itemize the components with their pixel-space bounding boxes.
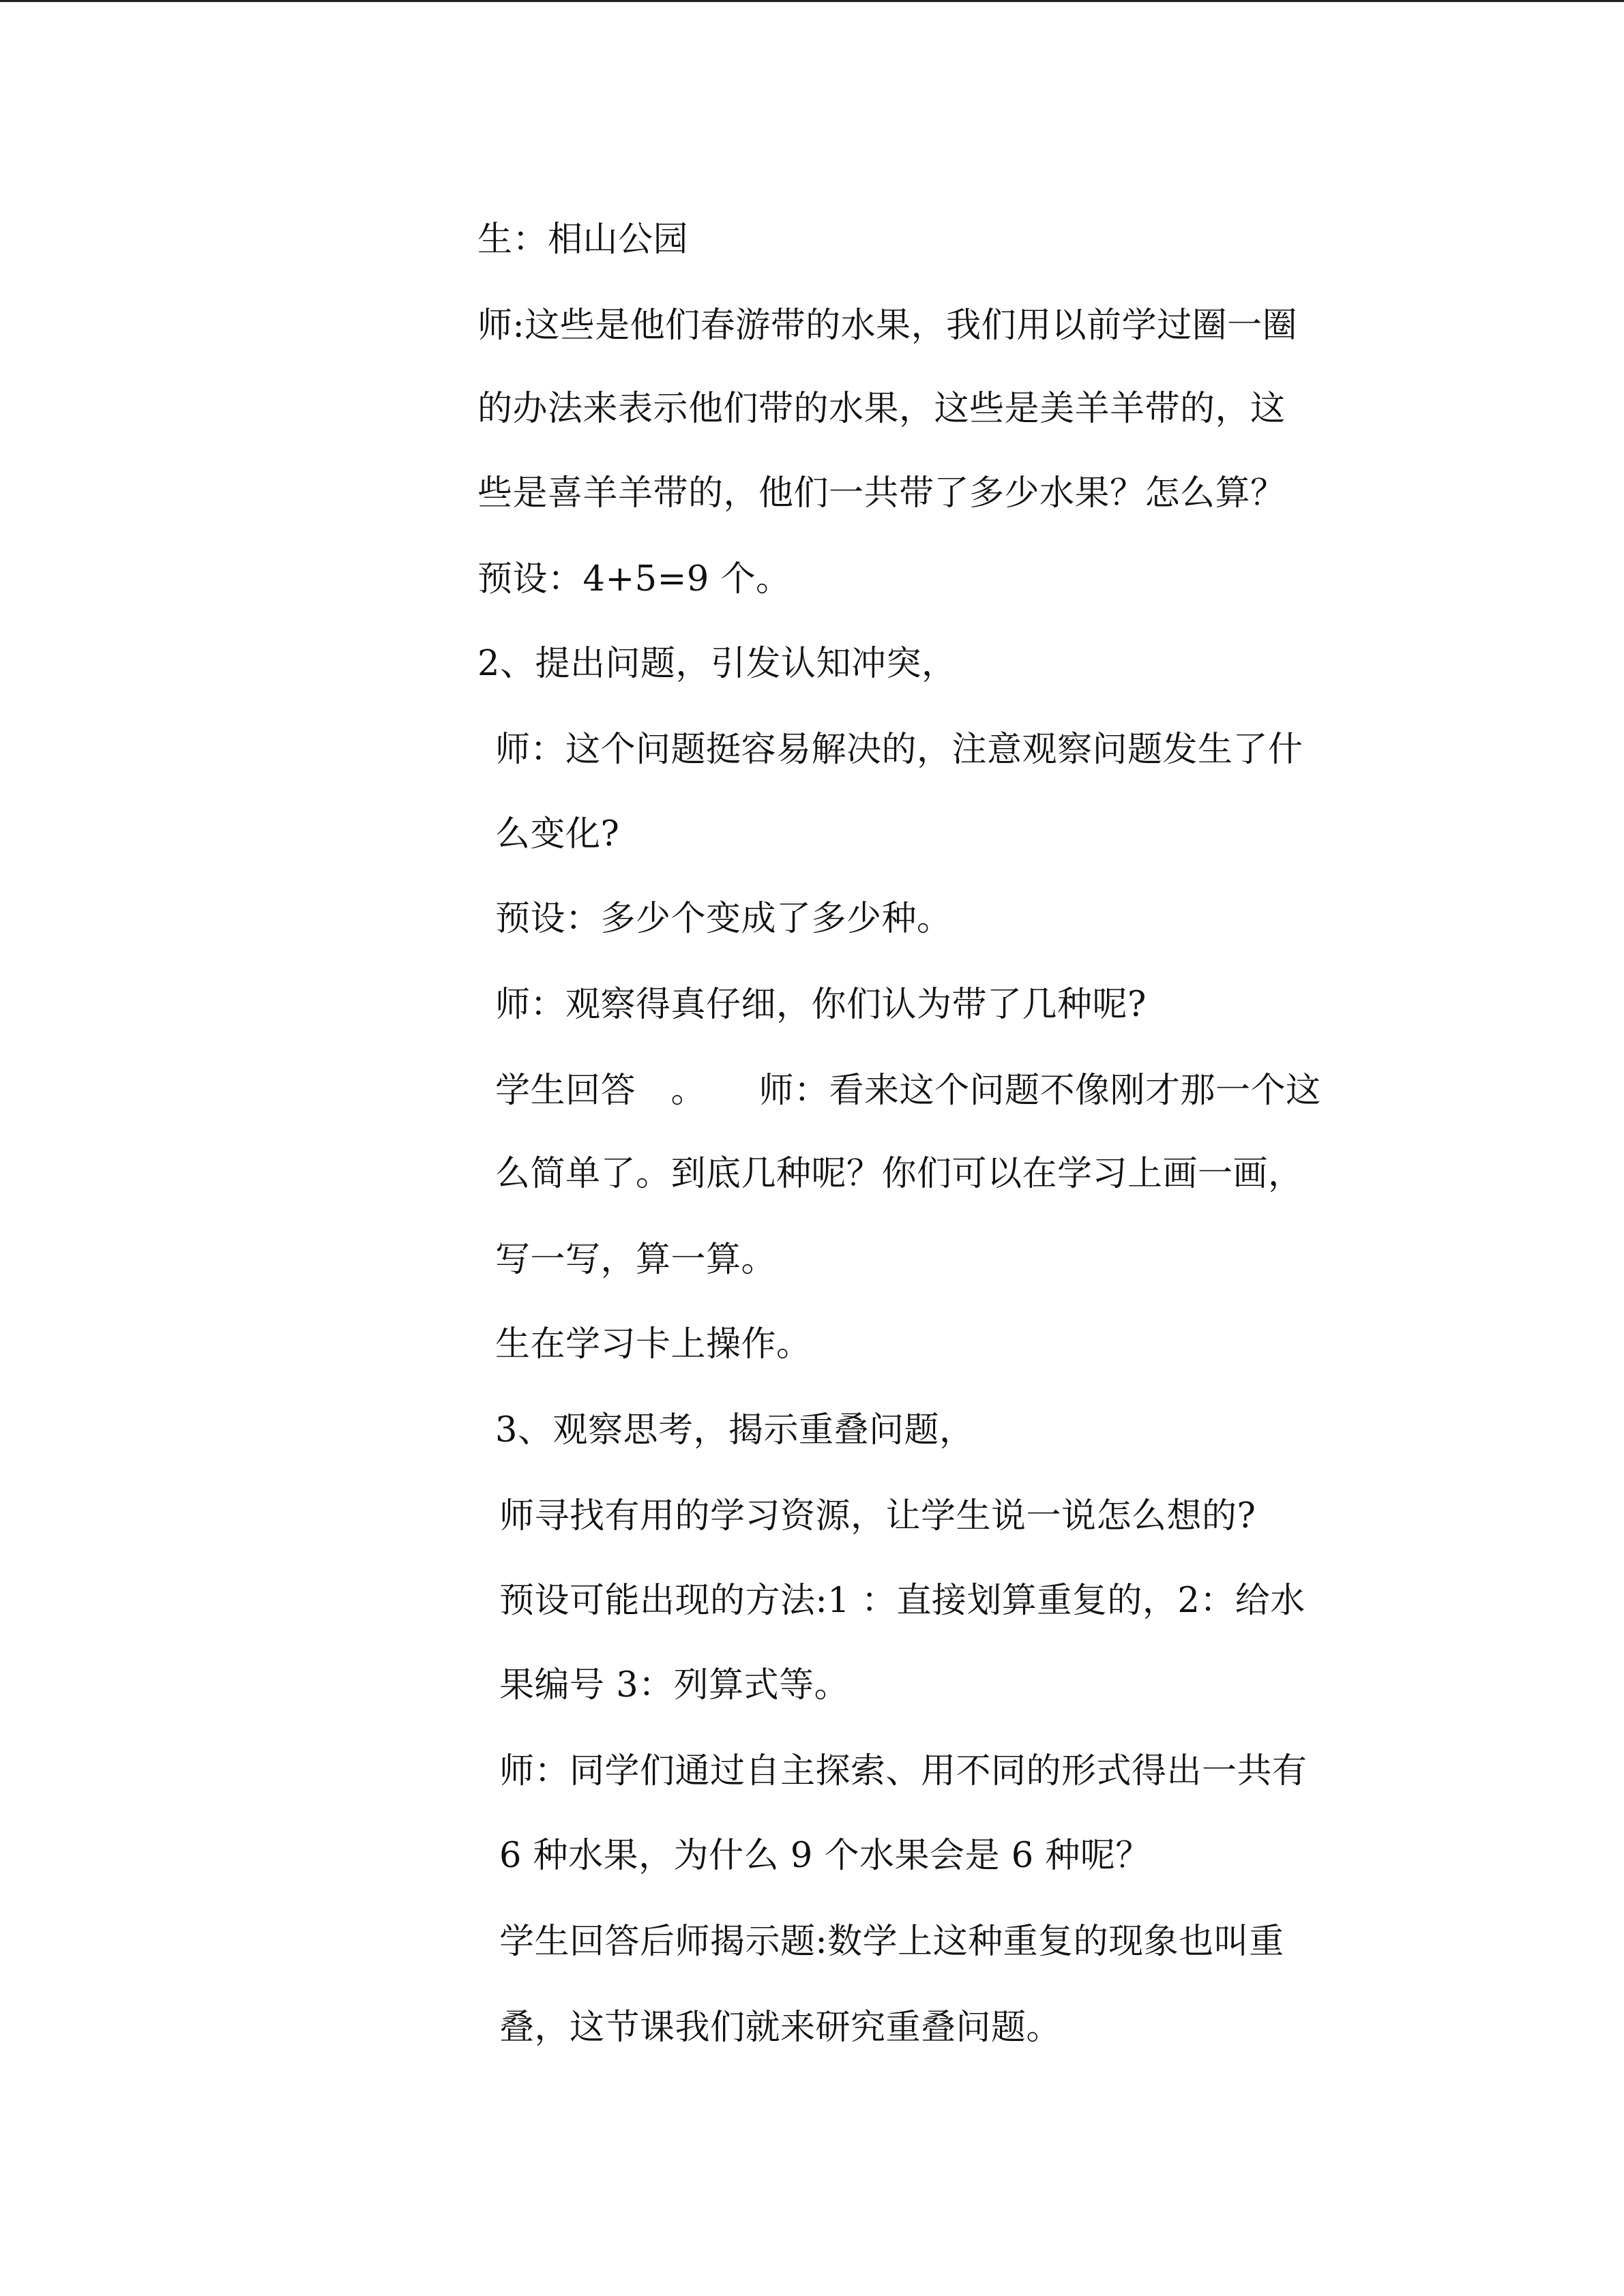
text-line: 预设：4+5=9 个。 <box>477 559 791 599</box>
text-line: 预设：多少个变成了多少种。 <box>495 899 952 939</box>
text-line: 生在学习卡上操作。 <box>495 1324 812 1365</box>
text-line: 师：观察得真仔细，你们认为带了几种呢? <box>495 985 1147 1025</box>
text-line: 师：这个问题挺容易解决的，注意观察问题发生了什 <box>495 730 1303 770</box>
text-line: 些是喜羊羊带的，他们一共带了多少水果？怎么算？ <box>477 473 1286 513</box>
text-line: 么变化? <box>495 814 620 854</box>
text-line: 么简单了。到底几种呢？你们可以在学习上画一画， <box>495 1154 1303 1194</box>
text-line: 师:这些是他们春游带的水果，我们用以前学过圈一圈 <box>477 305 1298 346</box>
section-heading: 2、提出问题，引发认知冲突， <box>477 644 957 684</box>
text-line: 的办法来表示他们带的水果，这些是美羊羊带的，这 <box>477 389 1286 429</box>
text-line: 果编号 3：列算式等。 <box>499 1665 850 1705</box>
text-line: 预设可能出现的方法:1 ：直接划算重复的，2：给水 <box>499 1581 1305 1621</box>
text-line: 师：同学们通过自主探索、用不同的形式得出一共有 <box>499 1751 1308 1791</box>
section-heading: 3、观察思考，揭示重叠问题， <box>495 1410 975 1450</box>
text-line: 叠，这节课我们就来研究重叠问题。 <box>499 2008 1062 2048</box>
text-line: 师寻找有用的学习资源，让学生说一说怎么想的? <box>499 1496 1256 1536</box>
text-line: 生：相山公园 <box>477 220 689 260</box>
text-line: 学生回答后师揭示题:数学上这种重复的现象也叫重 <box>499 1922 1284 1962</box>
text-line: 写一写，算一算。 <box>495 1240 777 1280</box>
text-line: 6 种水果，为什么 9 个水果会是 6 种呢？ <box>499 1836 1151 1876</box>
text-line: 学生回答 。 师：看来这个问题不像刚才那一个这 <box>495 1071 1321 1111</box>
